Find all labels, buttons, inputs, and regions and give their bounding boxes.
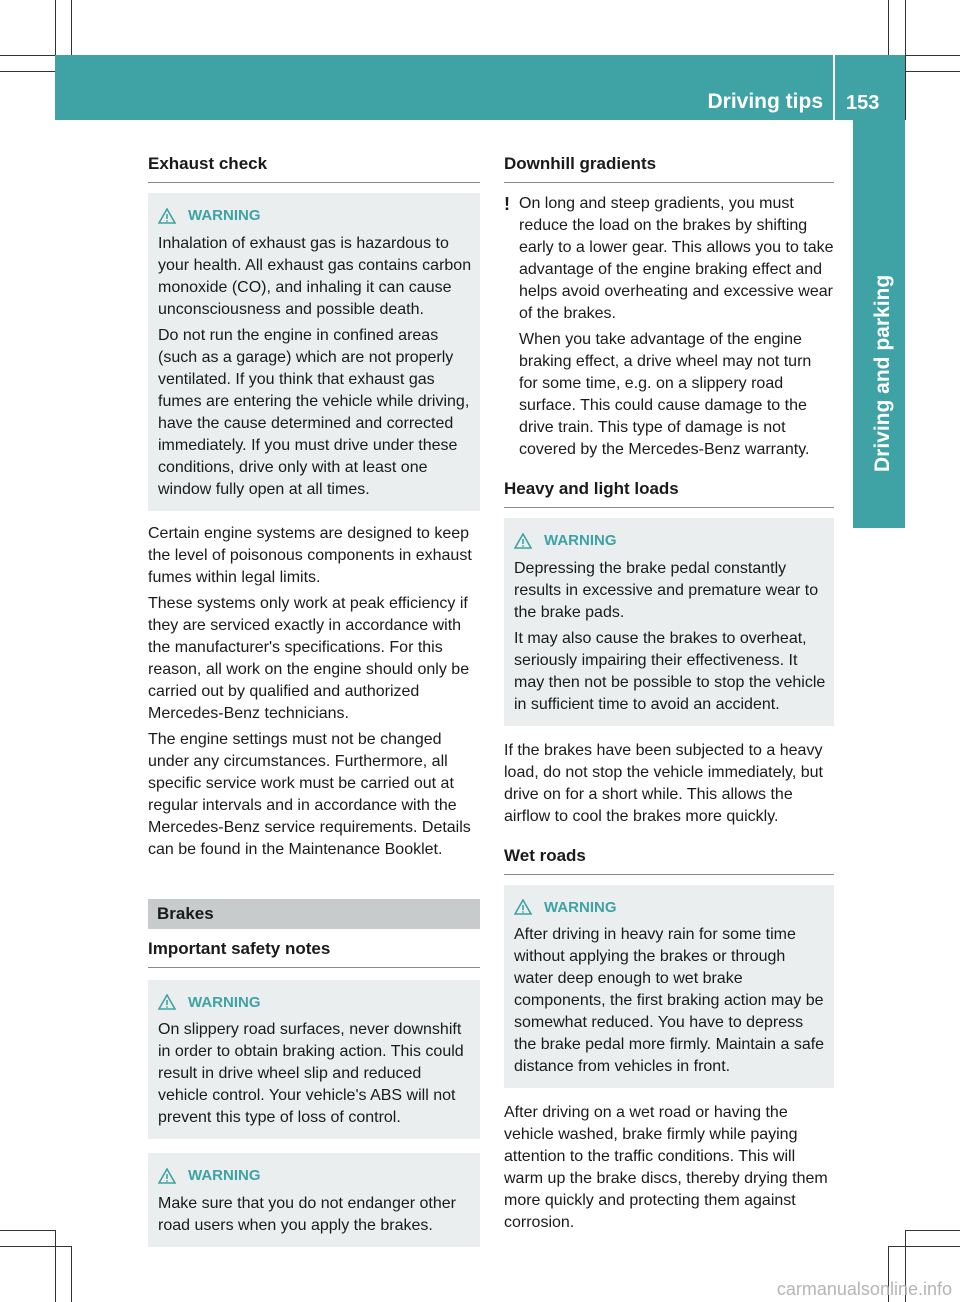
left-column [148,148,480,1247]
warning-text: Inhalation of exhaust gas is hazardous to your health. All exhaust gas contains carbon monoxide (CO), and inhaling it can cause unconsciousness and possible death. [158,234,472,318]
warning-text: It may also cause the brakes to overheat, seriously impairing their effectiveness. It may then not be possible to stop the vehicle in sufficient time to avoid an accident. [514,629,826,713]
warning-text: After driving in heavy rain for some time without applying the brakes or through water deep enough to wet brake components, the first braking action may be somewhat reduced. You have to depress the brake pedal more firmly. Maintain a safe distance from vehicles in front. [514,926,825,1075]
crop-mark [55,1230,56,1302]
note-text: When you take advantage of the engine braking effect, a drive wheel may not turn for some time, e.g. on a slippery road surface. This could cause damage to the drive train. This type of damage is not covered by the Mercedes-Benz warranty. [519,331,812,458]
warning-triangle-icon [158,208,176,224]
note-text: On long and steep gradients, you must reduce the load on the brakes by shifting early to a lower gear. This allows you to take advantage of the engine braking effect and helps avoid overheating and excessive wear of the brakes. [519,195,834,322]
right-column [504,148,834,1238]
warning-text: Make sure that you do not endanger other road users when you apply the brakes. [158,1194,456,1234]
crop-mark [905,71,960,72]
warning-box [148,980,480,1140]
body-paragraph: If the brakes have been subjected to a heavy load, do not stop the vehicle immediately, but drive on for a short while. This allows the airflow to cool the brakes more quickly. [504,741,823,825]
safety-heading: Important safety notes [148,933,480,968]
crop-mark [888,0,889,55]
side-tab-block [853,484,905,528]
exclamation-icon: ! [504,194,510,214]
warning-box [148,1153,480,1247]
side-tab-label: Driving and parking [871,274,894,472]
crop-mark [905,55,960,56]
body-paragraph: Certain engine systems are designed to keep the level of poisonous components in exhaust fumes within legal limits. [148,524,472,586]
crop-mark [905,0,906,120]
watermark: carmanualsonline.info [776,1279,952,1299]
warning-triangle-icon [158,994,176,1010]
warning-label: WARNING [544,532,617,549]
warning-text: Do not run the engine in confined areas (such as a garage) which are not properly ventilated. If you think that exhaust gas fumes are entering the vehicle while driving, have the cause determined and corrected immediately. If you must drive under these conditions, drive only with at least one window fully open at all times. [158,326,470,498]
crop-mark [888,1246,960,1247]
warning-label: WARNING [544,898,617,916]
exhaust-heading: Exhaust check [148,148,480,183]
header-divider [833,55,835,120]
note-block [504,193,834,461]
warning-box [504,518,834,726]
warning-triangle-icon [514,533,532,549]
crop-mark [71,1246,72,1302]
section-band [148,899,480,929]
warning-text: On slippery road surfaces, never downshift in order to obtain braking action. This could result in drive wheel slip and reduced vehicle control. Your vehicle's ABS will not prevent this type of loss of control. [158,1021,464,1126]
warning-box [504,885,834,1089]
wet-heading: Wet roads [504,840,834,875]
crop-mark [0,1230,55,1231]
warning-text: Depressing the brake pedal constantly results in excessive and premature wear to the brake pads. [514,559,819,621]
warning-triangle-icon [514,899,532,915]
crop-mark [71,0,72,55]
crop-mark [905,1230,960,1231]
warning-triangle-icon [158,1168,176,1184]
body-paragraph: The engine settings must not be changed under any circumstances. Furthermore, all specific service work must be carried out at regular intervals and in accordance with the Mercedes-Benz service requirements. Details can be found in the Maintenance Booklet. [148,730,471,858]
crop-mark [0,1246,72,1247]
header-title: Driving tips [707,90,823,113]
body-paragraph: After driving on a wet road or having the vehicle washed, brake firmly while paying attention to the traffic conditions. This will warm up the brake discs, thereby drying them more quickly and protecting them against corrosion. [504,1104,828,1231]
warning-label: WARNING [188,207,261,224]
downhill-heading: Downhill gradients [504,148,834,183]
crop-mark [0,71,55,72]
section-title: Brakes [157,903,214,923]
page-number: 153 [846,92,880,114]
loads-heading: Heavy and light loads [504,473,834,508]
warning-label: WARNING [188,1167,261,1184]
body-paragraph: These systems only work at peak efficiency if they are serviced exactly in accordance with the manufacturer's specifications. For this reason, all work on the engine should only be carried out by qualified and authorized Mercedes-Benz technicians. [148,594,470,722]
warning-box [148,193,480,511]
crop-mark [0,55,55,56]
warning-label: WARNING [188,993,261,1011]
